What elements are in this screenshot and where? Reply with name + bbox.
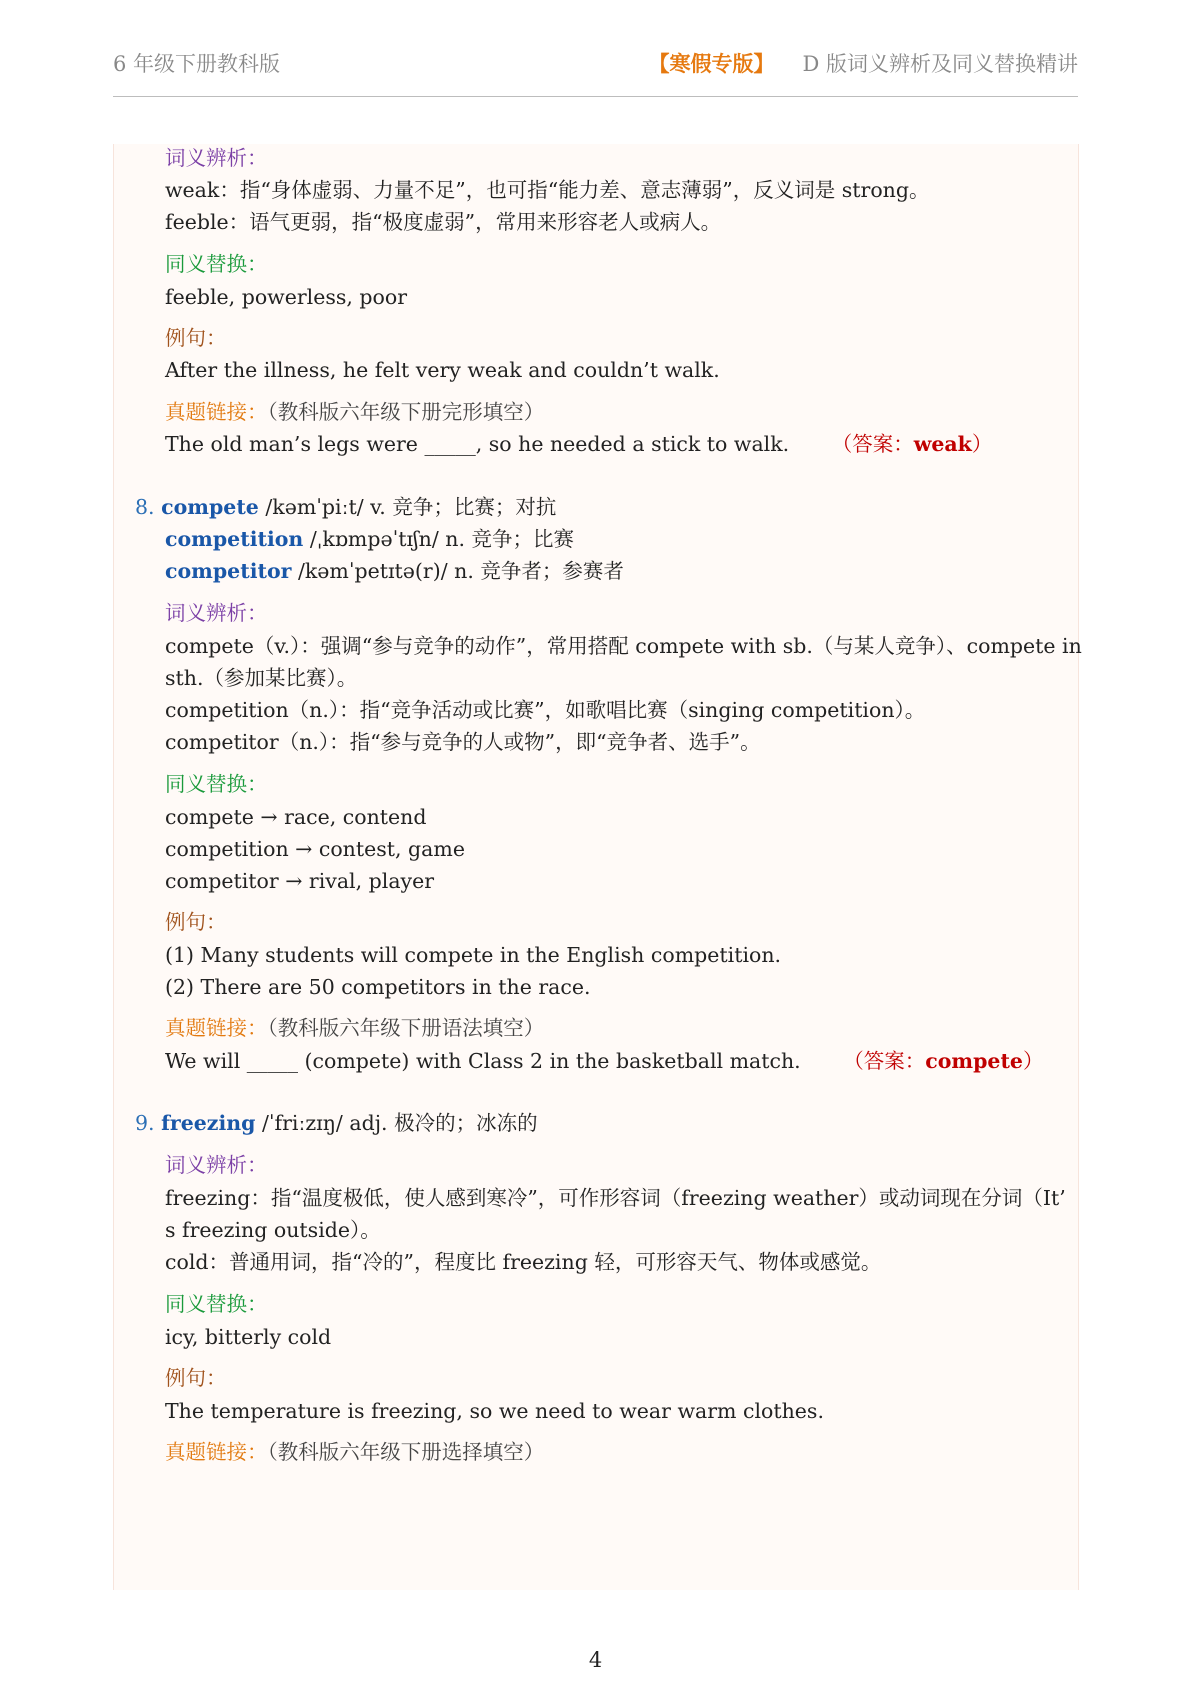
freezing-link <box>165 1438 544 1466</box>
weak-link <box>165 398 544 426</box>
freezing-analysis-1: freezing：指“温度极低，使人感到寒冷”，可作形容词（freezing weather）或动词现在分词（It’ <box>165 1186 1066 1210</box>
compete-analysis-1: compete（v.）：强调“参与竞争的动作”，常用搭配 compete with sb.（与某人竞争）、compete in <box>165 634 1082 658</box>
content-box <box>113 144 1082 1590</box>
header-grade: 6 年级下册教科版 <box>113 52 281 76</box>
weak-question-text: The old man’s legs were _____, so he needed a stick to walk. <box>165 432 790 456</box>
weak-example: After the illness, he felt very weak and couldn’t walk. <box>165 358 720 382</box>
compete-synonym-2: competition → contest, game <box>165 837 465 861</box>
headword-freezing: freezing <box>161 1111 256 1135</box>
headword-compete: compete <box>161 495 259 519</box>
compete-example-2: (2) There are 50 competitors in the race. <box>165 975 591 999</box>
analysis-label: 词义辨析： <box>165 146 268 170</box>
header-badge: 【寒假专版】 <box>648 51 775 76</box>
item-number-8: 8. <box>135 495 155 519</box>
compete-headword-2: competition /ˌkɒmpəˈtɪʃn/ n. 竞争；比赛 <box>165 527 574 551</box>
compete-link-source: （教科版六年级下册语法填空） <box>267 1016 545 1040</box>
freezing-link-source: （教科版六年级下册选择填空） <box>267 1440 545 1464</box>
compete-question-text: We will _____ (compete) with Class 2 in the basketball match. <box>165 1049 801 1073</box>
link-label: 真题链接： <box>165 1016 268 1040</box>
compete-synonym-1: compete → race, contend <box>165 805 427 829</box>
freezing-analysis-1b: s freezing outside）。 <box>165 1218 381 1242</box>
synonyms-label: 同义替换： <box>165 772 268 796</box>
compete-example-1: (1) Many students will compete in the English competition. <box>165 943 782 967</box>
weak-link-source: （教科版六年级下册完形填空） <box>267 400 545 424</box>
example-label: 例句： <box>165 1366 227 1390</box>
compete-analysis-1b: sth.（参加某比赛）。 <box>165 666 358 690</box>
compete-answer: （答案：compete） <box>843 1049 1044 1073</box>
compete-synonym-3: competitor → rival, player <box>165 869 435 893</box>
analysis-label: 词义辨析： <box>165 601 268 625</box>
freezing-example: The temperature is freezing, so we need to wear warm clothes. <box>165 1399 824 1423</box>
weak-analysis-2: feeble：语气更弱，指“极度虚弱”，常用来形容老人或病人。 <box>165 210 722 234</box>
compete-question <box>165 1047 1043 1075</box>
header-title-group <box>648 48 1078 78</box>
weak-analysis-1: weak：指“身体虚弱、力量不足”，也可指“能力差、意志薄弱”，反义词是 strong。 <box>165 178 930 202</box>
item-number-9: 9. <box>135 1111 155 1135</box>
compete-link <box>165 1014 544 1042</box>
headword-competitor: competitor <box>165 559 292 583</box>
weak-answer: （答案：weak） <box>831 432 993 456</box>
freezing-headword: 9. freezing /ˈfriːzɪŋ/ adj. 极冷的；冰冻的 <box>135 1111 538 1135</box>
analysis-label: 词义辨析： <box>165 1153 268 1177</box>
compete-analysis-2: competition（n.）：指“竞争活动或比赛”，如歌唱比赛（singing competition）。 <box>165 698 926 722</box>
link-label: 真题链接： <box>165 400 268 424</box>
page-number: 4 <box>588 1648 603 1672</box>
example-label: 例句： <box>165 910 227 934</box>
page-header <box>113 40 1078 97</box>
compete-analysis-3: competitor（n.）：指“参与竞争的人或物”，即“竞争者、选手”。 <box>165 730 761 754</box>
synonyms-label: 同义替换： <box>165 1292 268 1316</box>
headword-competition: competition <box>165 527 304 551</box>
synonyms-label: 同义替换： <box>165 252 268 276</box>
weak-question <box>165 430 992 458</box>
header-title: D 版词义辨析及同义替换精讲 <box>802 52 1078 76</box>
link-label: 真题链接： <box>165 1440 268 1464</box>
freezing-synonyms: icy, bitterly cold <box>165 1325 332 1349</box>
compete-headword-3: competitor /kəmˈpetɪtə(r)/ n. 竞争者；参赛者 <box>165 559 624 583</box>
compete-headword-1: 8. compete /kəmˈpiːt/ v. 竞争；比赛；对抗 <box>135 495 557 519</box>
freezing-analysis-2: cold：普通用词，指“冷的”，程度比 freezing 轻，可形容天气、物体或感觉。 <box>165 1250 882 1274</box>
example-label: 例句： <box>165 326 227 350</box>
weak-synonyms: feeble, powerless, poor <box>165 285 408 309</box>
